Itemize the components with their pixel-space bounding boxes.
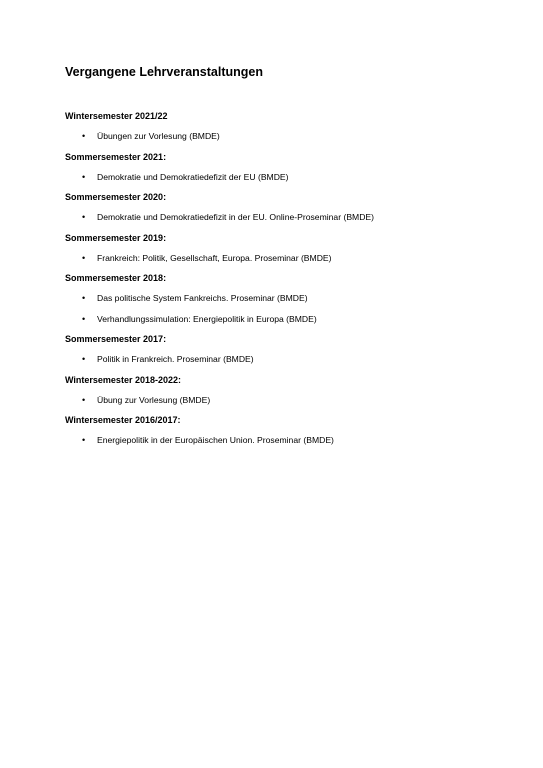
semester-heading: Sommersemester 2017: xyxy=(65,334,167,344)
course-item xyxy=(65,252,525,264)
course-list xyxy=(65,252,525,264)
course-title: Demokratie und Demokratiedefizit der EU (BMDE) xyxy=(97,171,289,182)
page-title: Vergangene Lehrveranstaltungen xyxy=(65,65,263,79)
course-list xyxy=(65,353,525,365)
course-list xyxy=(65,171,525,183)
semester-heading: Wintersemester 2018-2022: xyxy=(65,374,181,385)
course-item xyxy=(65,292,525,304)
bullet: • xyxy=(82,394,86,405)
course-title: Demokratie und Demokratiedefizit in der EU. Online-Proseminar (BMDE) xyxy=(97,212,375,222)
bullet: • xyxy=(82,212,86,222)
semester-section xyxy=(65,333,525,365)
course-item xyxy=(65,434,525,446)
course-title: Verhandlungssimulation: Energiepolitik in Europa (BMDE) xyxy=(97,313,317,324)
course-item xyxy=(65,353,525,365)
semester-section xyxy=(65,191,525,223)
course-title: Übungen zur Vorlesung (BMDE) xyxy=(97,131,220,141)
course-list xyxy=(65,292,525,325)
bullet: • xyxy=(82,252,86,263)
semester-section xyxy=(65,151,525,183)
semester-heading: Sommersemester 2021: xyxy=(65,151,167,162)
bullet: • xyxy=(82,131,86,141)
course-title: Energiepolitik in der Europäischen Union. Proseminar (BMDE) xyxy=(97,435,334,445)
semester-heading: Wintersemester 2016/2017: xyxy=(65,415,181,425)
bullet: • xyxy=(82,313,86,324)
bullet: • xyxy=(82,293,86,303)
semester-section xyxy=(65,414,525,446)
semester-heading: Sommersemester 2018: xyxy=(65,273,167,283)
bullet: • xyxy=(82,435,86,445)
course-list xyxy=(65,434,525,446)
course-title: Übung zur Vorlesung (BMDE) xyxy=(97,394,211,405)
semester-section xyxy=(65,232,525,264)
course-item xyxy=(65,130,525,142)
course-title: Das politische System Fankreichs. Proseminar (BMDE) xyxy=(97,293,308,303)
course-list xyxy=(65,394,525,406)
semester-section xyxy=(65,374,525,406)
course-list xyxy=(65,130,525,142)
semester-heading: Sommersemester 2019: xyxy=(65,232,167,243)
course-title: Politik in Frankreich. Proseminar (BMDE) xyxy=(97,354,254,364)
course-title: Frankreich: Politik, Gesellschaft, Europa. Proseminar (BMDE) xyxy=(97,252,332,263)
course-item xyxy=(65,211,525,223)
bullet: • xyxy=(82,354,86,364)
semester-heading: Wintersemester 2021/22 xyxy=(65,111,168,121)
semester-heading: Sommersemester 2020: xyxy=(65,192,167,202)
course-list xyxy=(65,211,525,223)
course-item xyxy=(65,171,525,183)
course-item xyxy=(65,394,525,406)
course-history xyxy=(65,110,525,455)
course-item xyxy=(65,313,525,325)
semester-section xyxy=(65,110,525,142)
semester-section xyxy=(65,272,525,325)
bullet: • xyxy=(82,171,86,182)
